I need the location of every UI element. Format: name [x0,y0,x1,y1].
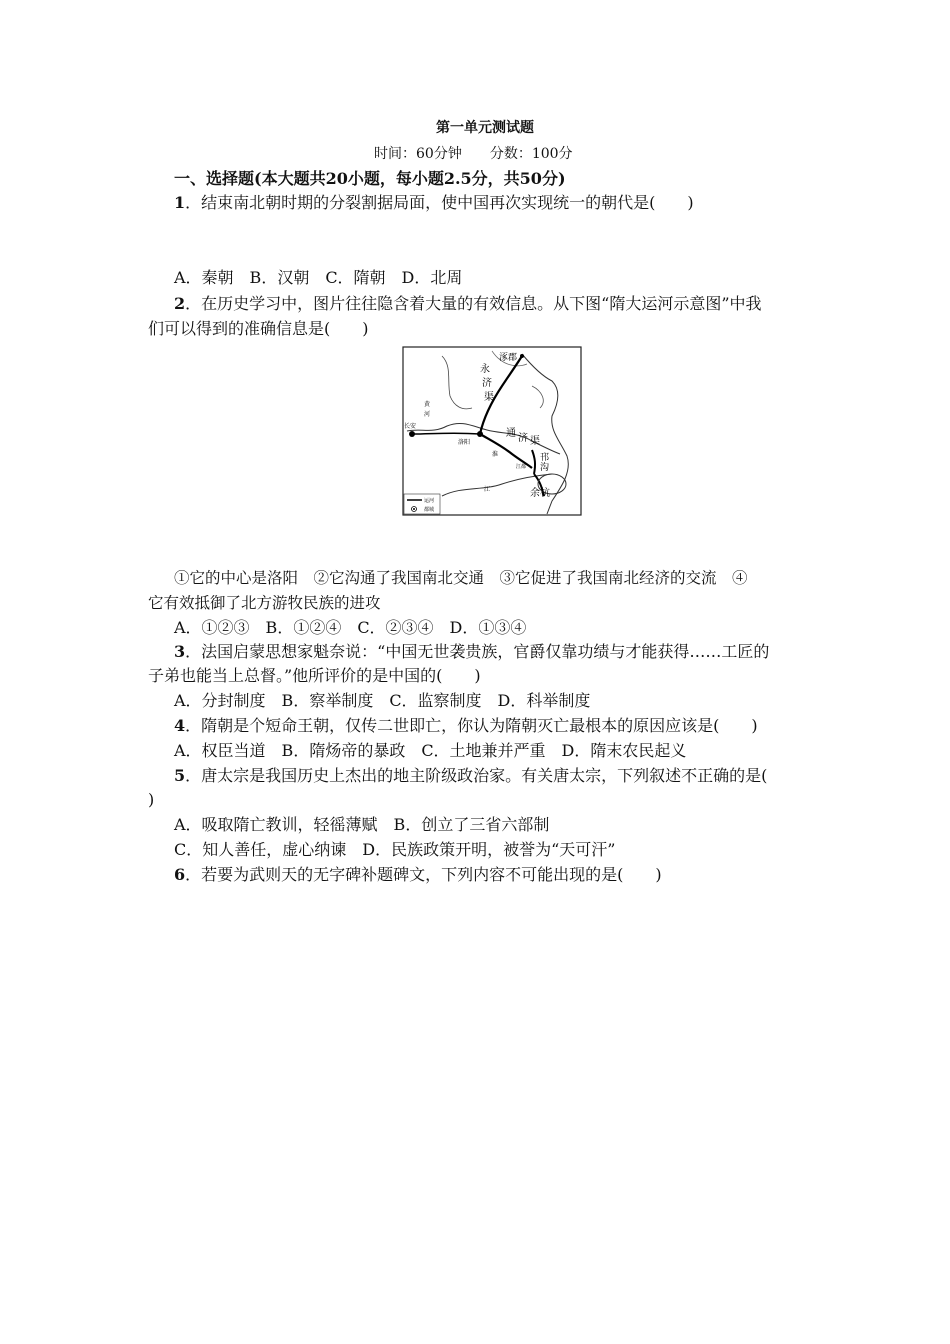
question-5-line2: ) [148,790,155,809]
time-info: 时间：60分钟 分数：100分 [374,146,573,162]
label-qu2: 渠 [530,436,540,447]
question-number: 6 [174,865,186,884]
question-sep: ． [185,642,202,661]
question-sep: ． [185,865,202,884]
question-number: 4 [174,716,186,735]
label-gou: 沟 [540,463,550,473]
question-number: 3 [174,642,186,661]
label-huai: 淮 [492,451,499,458]
label-he: 河 [424,411,431,418]
question-sep: ． [185,294,202,313]
question-number: 2 [174,294,186,313]
question-number: 5 [174,766,186,785]
question-2-line2: 们可以得到的准确信息是( ) [148,319,369,338]
question-4-options: A．权臣当道 B．隋炀帝的暴政 C．土地兼并严重 D．隋末农民起义 [174,741,687,760]
question-sep: ． [185,766,202,785]
label-ji2: 济 [518,433,528,444]
question-5-options-1: A．吸取隋亡教训，轻徭薄赋 B．创立了三省六部制 [174,815,550,834]
zhuojun-marker [520,354,524,358]
question-3-options: A．分封制度 B．察举制度 C．监察制度 D．科举制度 [174,691,591,710]
question-4 [174,715,758,737]
question-2-options: A．①②③ B．①②④ C．②③④ D．①③④ [174,618,527,637]
label-han: 邗 [540,453,550,463]
label-zhuojun: 涿郡 [499,353,518,363]
question-5 [174,765,767,787]
section-heading: 一、选择题(本大题共20小题，每小题2.5分，共50分) [174,169,566,188]
label-huang: 黄 [424,401,431,408]
question-text: 隋朝是个短命王朝，仅传二世即亡，你认为隋朝灭亡最根本的原因应该是( ) [201,716,758,735]
label-yong: 永 [480,364,490,375]
changan-marker [409,431,415,437]
question-text: 在历史学习中，图片往往隐含着大量的有效信息。从下图“隋大运河示意图”中我 [201,294,762,313]
question-number: 1 [174,193,186,212]
label-yuhang: 余杭 [530,488,550,499]
luoyang-marker [477,431,483,437]
label-luoyang: 洛阳 [458,439,471,446]
label-ji: 济 [482,378,492,389]
question-2-statements-line2: 它有效抵御了北方游牧民族的进攻 [148,594,381,612]
question-text: 若要为武则天的无字碑补题碑文，下列内容不可能出现的是( ) [201,865,662,884]
question-sep: ． [185,716,202,735]
question-1-options: A．秦朝 B．汉朝 C．隋朝 D．北周 [174,268,463,287]
label-jiangdu: 江都 [516,464,527,470]
question-sep: ． [185,193,202,212]
question-3-line2: 子弟也能当上总督。”他所评价的是中国的( ) [148,666,481,685]
question-text: 结束南北朝时期的分裂割据局面，使中国再次实现统一的朝代是( ) [201,193,694,212]
question-text: 法国启蒙思想家魁奈说：“中国无世袭贵族，官爵仅靠功绩与才能获得……工匠的 [201,642,770,661]
question-5-options-2: C．知人善任，虚心纳谏 D．民族政策开明，被誉为“天可汗” [174,840,616,859]
legend-capital: 都城 [424,507,435,513]
question-3 [174,641,769,663]
question-1 [174,192,694,214]
question-6 [174,864,662,886]
label-changan: 长安 [404,423,417,430]
label-tong: 通 [506,428,516,439]
label-jiang: 江 [484,486,491,493]
legend-canal: 运河 [424,498,435,504]
page-title: 第一单元测试题 [436,120,534,136]
question-text: 唐太宗是我国历史上杰出的地主阶级政治家。有关唐太宗，下列叙述不正确的是( [201,766,768,785]
label-qu: 渠 [484,392,494,403]
grand-canal-map [402,346,582,516]
question-2-statements: ①它的中心是洛阳 ②它沟通了我国南北交通 ③它促进了我国南北经济的交流 ④ [174,569,748,587]
question-2 [174,293,762,315]
